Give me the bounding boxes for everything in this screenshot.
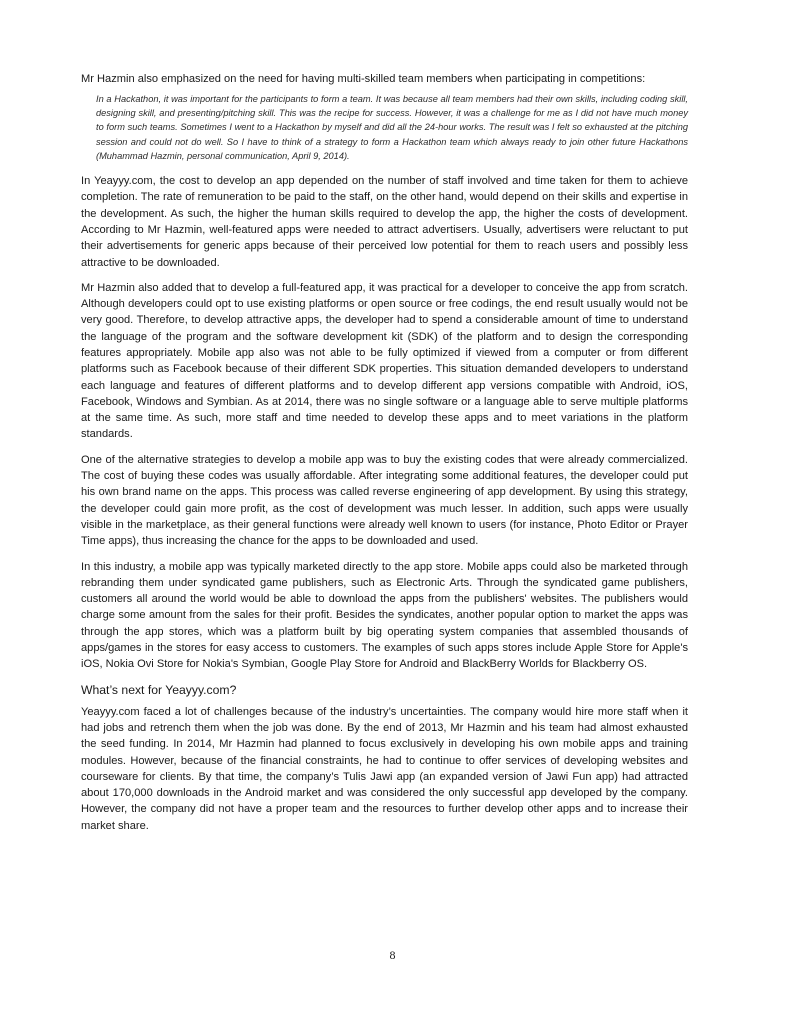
paragraph-development-cost: In Yeayyy.com, the cost to develop an app depended on the number of staff involved and time taken for them to achieve completion. The rate of remuneration to be paid to the staff, on the other hand, would depend on their skills and expertise in the development. As such, the higher the human skills required to develop the app, the higher the costs of development. According to Mr Hazmin, well-featured apps were needed to attract advertisers. Usually, advertisers were reluctant to put their advertisements for generic apps because of their perceived low potential for them to reach users and possibly less attractive to be downloaded. <box>81 175 688 269</box>
page-number: 8 <box>389 948 396 962</box>
paragraph-whats-next: Yeayyy.com faced a lot of challenges because of the industry’s uncertainties. The company would hire more staff when it had jobs and retrench them when the job was done. By the end of 2013, Mr Hazmin and his team had almost exhausted the seed funding. In 2014, Mr Hazmin had planned to focus exclusively in developing his own mobile apps and training modules. However, because of the financial constraints, he had to continue to offer services of developing websites and courseware for clients. By that time, the company’s Tulis Jawi app (an expanded version of Jawi Fun app) had attracted about 170,000 downloads in the Android market and was considered the only successful app developed by the company. However, the company did not have a proper team and the resources to further develop other apps and to increase their market share. <box>81 705 688 832</box>
block-quote: In a Hackathon, it was important for the participants to form a team. It was because all team members had their own skills, including coding skill, designing skill, and presenting/pitching skill. This was the recipe for success. However, it was a challenge for me as I did not have much money to form such teams. Sometimes I went to a Hackathon by myself and did all the 24-hour works. The result was I felt so exhausted at the pitching session and could not do well. So I have to think of a strategy to form a Hackathon team which always ready to join other future Hackathons (Muhammad Hazmin, personal communication, April 9, 2014). <box>96 94 688 161</box>
paragraph-alternative-strategies: One of the alternative strategies to develop a mobile app was to buy the existing codes that were already commercialized. The cost of buying these codes was usually affordable. After integrating some additional features, the developer could put his own brand name on the apps. This process was called reverse engineering of app development. By using this strategy, the developer could gain more profit, as the cost of development was much lesser. In addition, such apps were usually visible in the marketplace, as their general functions were already well known to users (for instance, Photo Editor or Prayer Time apps), thus increasing the chance for the apps to be downloaded and used. <box>81 453 688 548</box>
section-heading: What’s next for Yeayyy.com? <box>81 682 237 697</box>
paragraph-full-featured-app: Mr Hazmin also added that to develop a full-featured app, it was practical for a developer to conceive the app from scratch. Although developers could opt to use existing platforms or open source or free codings, the end result usually would not be very good. Therefore, to develop attractive apps, the developer had to spend a considerable amount of time to understand the language of the program and the software development kit (SDK) of the platform and to design the corresponding features appropriately. Mobile app also was not able to be fully optimized if viewed from a computer or from different platforms such as Facebook because of their different SDK properties. This situation demanded developers to understand each language and features of different platforms and to develop different app versions compatible with Android, iOS, Facebook, Windows and Symbian. As at 2014, there was no single software or a language able to serve multiple platforms at the same time. As such, more staff and time needed to develop these apps and to meet variations in the platform standards. <box>81 281 688 441</box>
paragraph-marketing: In this industry, a mobile app was typically marketed directly to the app store. Mobile apps could also be marketed through rebranding them under syndicated game publishers, such as Electronic Arts. Through the syndicated game publishers, customers all around the world would be able to download the apps from the publishers' websites. The publishers would charge some amount from the sales for their profit. Besides the syndicates, another popular option to market the apps was through the app stores, which was a platform built by big operating system companies that assembled thousands of apps/games in the stores for easy access to customers. The examples of such apps stores include Apple Store for Apple's iOS, Nokia Ovi Store for Nokia's Symbian, Google Play Store for Android and BlackBerry Worlds for Blackberry OS. <box>81 560 688 671</box>
page-content <box>81 71 688 843</box>
intro-paragraph: Mr Hazmin also emphasized on the need for having multi-skilled team members when participating in competitions: <box>81 73 646 85</box>
